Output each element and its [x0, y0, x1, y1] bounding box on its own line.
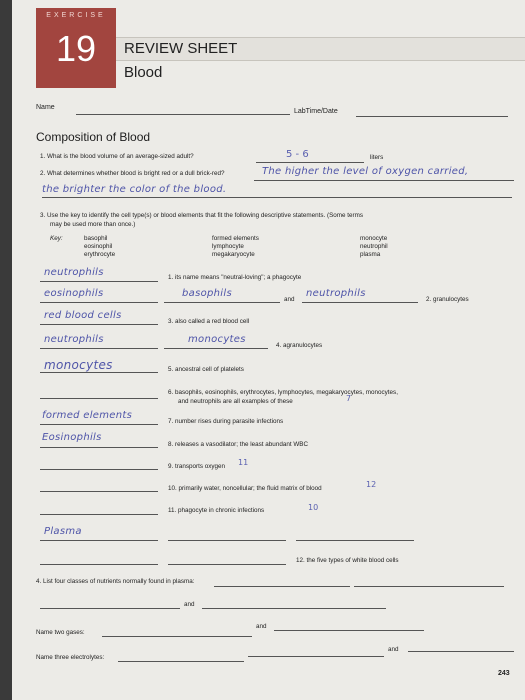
item4-answer-a: neutrophils — [44, 334, 104, 345]
key-plasma: plasma — [360, 251, 381, 258]
key-erythrocyte: erythrocyte — [84, 251, 116, 258]
item5-answer: monocytes — [44, 358, 113, 372]
exercise-number: 19 — [55, 28, 97, 69]
item4-field-b[interactable] — [164, 348, 268, 349]
gas-field-2[interactable] — [274, 630, 424, 631]
q4-and: and — [184, 601, 195, 608]
name-label: Name — [36, 104, 55, 111]
item6-text-2: and neutrophils are all examples of these — [178, 398, 293, 405]
sheet-title: REVIEW SHEET — [124, 40, 238, 57]
key-label: Key: — [50, 235, 63, 242]
item7-text: 7. number rises during parasite infections — [168, 418, 284, 425]
labtime-field[interactable] — [356, 116, 508, 117]
item12-text: 12. the five types of white blood cells — [296, 557, 399, 564]
q4-field-2[interactable] — [354, 586, 504, 587]
item2-field-a[interactable] — [40, 302, 158, 303]
q4-field-1[interactable] — [214, 586, 350, 587]
key-megakaryocyte: megakaryocyte — [212, 251, 255, 258]
item2-answer-b: basophils — [182, 288, 232, 299]
item2-field-b[interactable] — [164, 302, 280, 303]
q2-field-2[interactable] — [42, 197, 512, 198]
item1-text: 1. its name means "neutral-loving"; a phagocyte — [168, 274, 302, 281]
electrolyte-field-2[interactable] — [248, 656, 384, 657]
q3-text-1: 3. Use the key to identify the cell type(s) or blood elements that fit the following descriptive statements. (Some terms — [40, 212, 364, 219]
page-number: 243 — [498, 670, 510, 677]
item6-mark: 7 — [346, 394, 352, 403]
wbc-field-5[interactable] — [168, 564, 286, 565]
electrolyte-field-3[interactable] — [408, 651, 514, 652]
item6-field[interactable] — [40, 398, 158, 399]
electrolyte-field-1[interactable] — [118, 661, 244, 662]
wbc-field-4[interactable] — [40, 564, 158, 565]
item2-answer-c: neutrophils — [306, 288, 366, 299]
item7-field[interactable] — [40, 424, 158, 425]
q1-text: 1. What is the blood volume of an average-sized adult? — [40, 153, 194, 160]
q2-answer-1: The higher the level of oxygen carried, — [262, 166, 469, 177]
item4-answer-b: monocytes — [188, 334, 246, 345]
item2-field-c[interactable] — [302, 302, 418, 303]
q1-unit: liters — [370, 154, 384, 161]
key-eosinophil: eosinophil — [84, 243, 113, 250]
item5-text: 5. ancestral cell of platelets — [168, 366, 244, 373]
wbc-field-1[interactable] — [40, 540, 158, 541]
item10-field[interactable] — [40, 491, 158, 492]
item11-field[interactable] — [40, 514, 158, 515]
item8-field[interactable] — [40, 447, 158, 448]
q2-text: 2. What determines whether blood is bright red or a dull brick-red? — [40, 170, 225, 177]
gases-and: and — [256, 623, 267, 630]
sheet-subtitle: Blood — [124, 64, 163, 81]
gases-label: Name two gases: — [36, 629, 85, 636]
item5-field[interactable] — [40, 372, 158, 373]
item11-text: 11. phagocyte in chronic infections — [168, 507, 265, 514]
item10-text: 10. primarily water, noncellular; the fluid matrix of blood — [168, 485, 322, 492]
item3-text: 3. also called a red blood cell — [168, 318, 250, 325]
electrolytes-label: Name three electrolytes: — [36, 654, 105, 661]
item1-field[interactable] — [40, 281, 158, 282]
exercise-badge — [36, 8, 116, 88]
q1-answer: 5 - 6 — [286, 149, 309, 160]
item9-field[interactable] — [40, 469, 158, 470]
q1-field[interactable] — [256, 162, 364, 163]
section-title: Composition of Blood — [36, 130, 151, 144]
item6-text-1: 6. basophils, eosinophils, erythrocytes, lymphocytes, megakaryocytes, monocytes, — [168, 389, 398, 396]
item8-answer: Eosinophils — [42, 432, 102, 443]
q2-answer-2: the brighter the color of the blood. — [42, 184, 227, 195]
worksheet-page — [12, 0, 525, 700]
key-monocyte: monocyte — [360, 235, 388, 242]
item2-and: and — [284, 296, 295, 303]
item2-answer-a: eosinophils — [44, 288, 104, 299]
item1-answer: neutrophils — [44, 267, 104, 278]
electrolytes-and: and — [388, 646, 399, 653]
item9-mark: 11 — [238, 458, 249, 467]
q4-text: 4. List four classes of nutrients normally found in plasma: — [36, 578, 195, 585]
item11-mark: 10 — [308, 503, 319, 512]
key-lymphocyte: lymphocyte — [212, 243, 244, 250]
item10-mark: 12 — [366, 480, 377, 489]
item7-answer: formed elements — [42, 410, 133, 421]
item3-field[interactable] — [40, 324, 158, 325]
wbc-field-2[interactable] — [168, 540, 286, 541]
key-formed-elements: formed elements — [212, 235, 259, 242]
key-basophil: basophil — [84, 235, 108, 242]
name-field[interactable] — [76, 114, 290, 115]
item3-answer: red blood cells — [44, 310, 122, 321]
wbc-answer-1: Plasma — [44, 526, 82, 537]
q2-field-1[interactable] — [254, 180, 514, 181]
gas-field-1[interactable] — [102, 636, 252, 637]
item9-text: 9. transports oxygen — [168, 463, 226, 470]
labtime-label: LabTime/Date — [294, 108, 338, 115]
q4-field-4[interactable] — [202, 608, 386, 609]
item4-text: 4. agranulocytes — [276, 342, 323, 349]
item8-text: 8. releases a vasodilator; the least abundant WBC — [168, 441, 309, 448]
exercise-label: EXERCISE — [46, 12, 106, 19]
wbc-field-3[interactable] — [296, 540, 414, 541]
q3-text-2: may be used more than once.) — [50, 221, 136, 228]
item2-text: 2. granulocytes — [426, 296, 469, 303]
item4-field-a[interactable] — [40, 348, 158, 349]
q4-field-3[interactable] — [40, 608, 180, 609]
key-neutrophil: neutrophil — [360, 243, 388, 250]
